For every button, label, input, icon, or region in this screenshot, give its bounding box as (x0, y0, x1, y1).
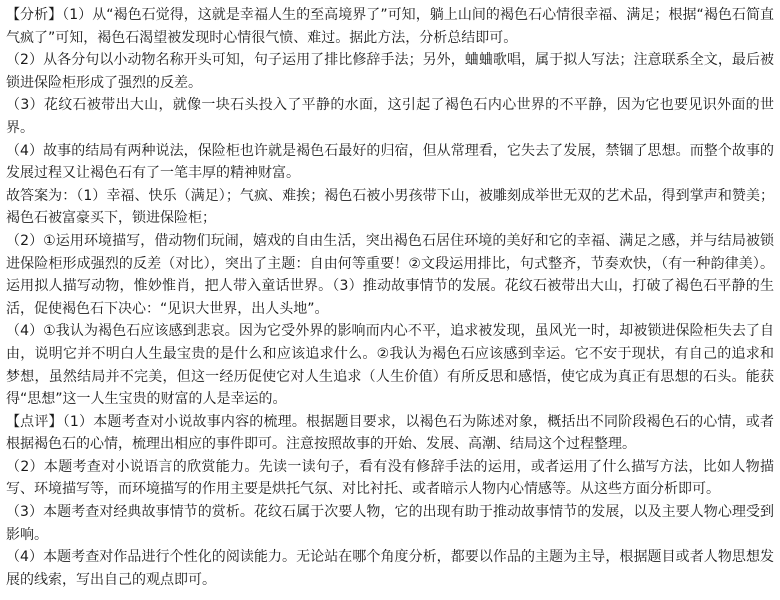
comment-paragraph: 【点评】（1）本题考查对小说故事内容的梳理。根据题目要求，以褐色石为陈述对象，概括出不同阶段褐色石的心情，或者根据褐色石的心情，梳理出相应的事件即可。注意按照故事的开始、发展、高潮、结局这个过程整理。 (6, 413, 774, 453)
answer-point-4: （4）①我认为褐色石应该感到悲哀。因为它受外界的影响而内心不平，追求被发现，虽风光一时，却被锁进保险柜失去了自由，说明它并不明白人生最宝贵的是什么和应该追求什么。②我认为褐色石应该感到幸运。它不安于现状，有自己的追求和梦想，虽然结局并不完美，但这一经历促使它对人生追求（人生价值）有所反思和感悟，使它成为真正有思想的石头。能获得“思想”这一人生宝贵的财富的人是幸运的。 (6, 323, 774, 408)
analysis-point-3: （3）花纹石被带出大山，就像一块石头投入了平静的水面，这引起了褐色石内心世界的不平静，因为它也要见识外面的世界。 (6, 97, 774, 136)
comment-point-4: （4）本题考查对作品进行个性化的阅读能力。无论站在哪个角度分析，都要以作品的主题为主导，根据题目或者人物思想发展的线索，写出自己的观点即可。 (6, 549, 774, 588)
analysis-point-4: （4）故事的结局有两种说法，保险柜也许就是褐色石最好的归宿，但从常理看，它失去了发展，禁锢了思想。而整个故事的发展过程又让褐色石有了一笔丰厚的精神财富。 (6, 142, 774, 182)
analysis-paragraph: 【分析】（1）从“褐色石觉得，这就是幸福人生的至高境界了”可知，躺上山间的褐色石心情很幸福、满足；根据“褐色石简直气疯了”可知，褐色石渴望被发现时心情很气愤、难过。据此方法，分析总结即可。 (6, 7, 774, 46)
comment-point-2: （2）本题考查对小说语言的欣赏能力。先读一读句子，看有没有修辞手法的运用，或者运用了什么描写方法，比如人物描写、环境描写等，而环境描写的作用主要是烘托气氛、对比衬托、或者暗示人物内心情感等。从这些方面分析即可。 (6, 458, 774, 498)
comment-point-3: （3）本题考查对经典故事情节的赏析。花纹石属于次要人物，它的出现有助于推动故事情节的发展，以及主要人物心理受到影响。 (6, 504, 774, 543)
answer-point-2-3: （2）①运用环境描写，借动物们玩闹，嬉戏的自由生活，突出褐色石居住环境的美好和它的幸福、满足之感，并与结局被锁进保险柜形成强烈的反差（对比），突出了主题：自由何等重要！②文段运用排比，句式整齐，节奏欢快，（有一种韵律美）。运用拟人描写动物，惟妙惟肖，把人带入童话世界。（3）推动故事情节的发展。花纹石被带出大山，打破了褐色石平静的生活，促使褐色石下决心：“见识大世界，出人头地”。 (6, 232, 774, 317)
analysis-point-2: （2）从各分句以小动物名称开头可知，句子运用了排比修辞手法；另外，蛐蛐歌唱，属于拟人写法；注意联系全文，最后被锁进保险柜形成了强烈的反差。 (6, 52, 774, 91)
answer-paragraph: 故答案为：（1）幸福、快乐（满足）；气疯、难挨；褐色石被小男孩带下山，被雕刻成举世无双的艺术品，得到掌声和赞美；褐色石被富豪买下，锁进保险柜； (6, 187, 774, 227)
